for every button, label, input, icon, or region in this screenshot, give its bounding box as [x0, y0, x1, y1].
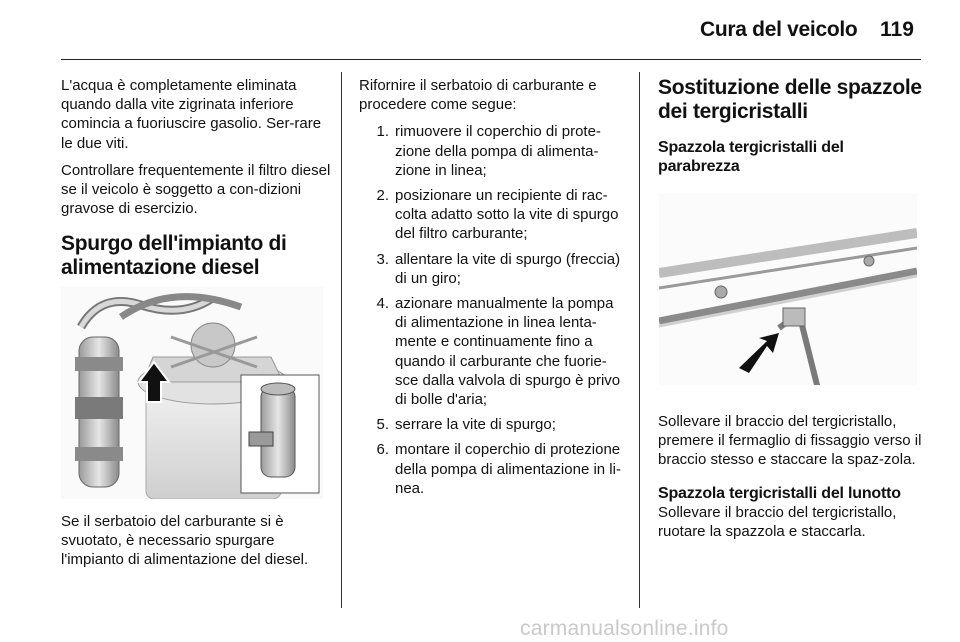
- subsection-heading: Spazzola tergicristalli del parabrezza: [658, 139, 844, 175]
- paragraph: Controllare frequentemente il filtro diesel se il veicolo è soggetto a con-dizioni gravose di esercizio.: [61, 161, 331, 218]
- list-item: 6. montare il coperchio di protezione della pompa di alimentazione in li-nea.: [376, 441, 621, 497]
- column-2: [359, 76, 625, 504]
- column-3: [658, 76, 922, 190]
- subsection-heading: Spazzola tergicristalli del lunotto: [658, 484, 901, 502]
- list-item: 2. posizionare un recipiente di rac-colta adatto sotto la vite di spurgo del filtro carburante;: [376, 187, 619, 243]
- page-number: 119: [880, 18, 914, 41]
- paragraph: Sollevare il braccio del tergicristallo, premere il fermaglio di fissaggio verso il braccio stesso e staccare la spaz-zola.: [658, 413, 922, 469]
- section-heading: Spurgo dell'impianto di alimentazione diesel: [61, 232, 287, 280]
- column-divider-2: [639, 72, 640, 608]
- list-item: 1. rimuovere il coperchio di prote-zione della pompa di alimenta-zione in linea;: [376, 123, 601, 179]
- section-heading: Sostituzione delle spazzole dei tergicristalli: [658, 76, 922, 123]
- list-item: 4. azionare manualmente la pompa di alimentazione in linea lenta-mente e continuamente fino a quando il carburante che fuorie-sce dalla valvola di spurgo è privo di bolle d'aria;: [376, 295, 621, 409]
- watermark: carmanualsonline.info: [520, 617, 729, 640]
- column-1-bottom: [61, 512, 336, 570]
- header-title: Cura del veicolo: [700, 18, 858, 41]
- header-rule: [61, 59, 921, 60]
- column-3-bottom: [658, 412, 922, 549]
- wiper-figure: [659, 193, 917, 385]
- fuel-filter-figure: [61, 287, 323, 499]
- list-item: 3. allentare la vite di spurgo (freccia) di un giro;: [376, 250, 621, 287]
- fuel-filter-illustration: [61, 287, 323, 499]
- paragraph: Sollevare il braccio del tergicristallo, ruotare la spazzola e staccarla.: [658, 503, 897, 540]
- column-divider-1: [341, 72, 342, 608]
- paragraph: L'acqua è completamente eliminata quando dalla vite zigrinata inferiore comincia a fuoriuscire gasolio. Ser-rare le due viti.: [61, 77, 322, 152]
- paragraph: Rifornire il serbatoio di carburante e procedere come segue:: [359, 77, 597, 114]
- steps-list: [359, 122, 625, 498]
- list-item: 5. serrare la vite di spurgo;: [376, 416, 556, 434]
- paragraph: Se il serbatoio del carburante si è svuotato, è necessario spurgare l'impianto di alimentazione del diesel.: [61, 513, 309, 569]
- wiper-illustration: [659, 193, 917, 385]
- column-1: [61, 76, 333, 292]
